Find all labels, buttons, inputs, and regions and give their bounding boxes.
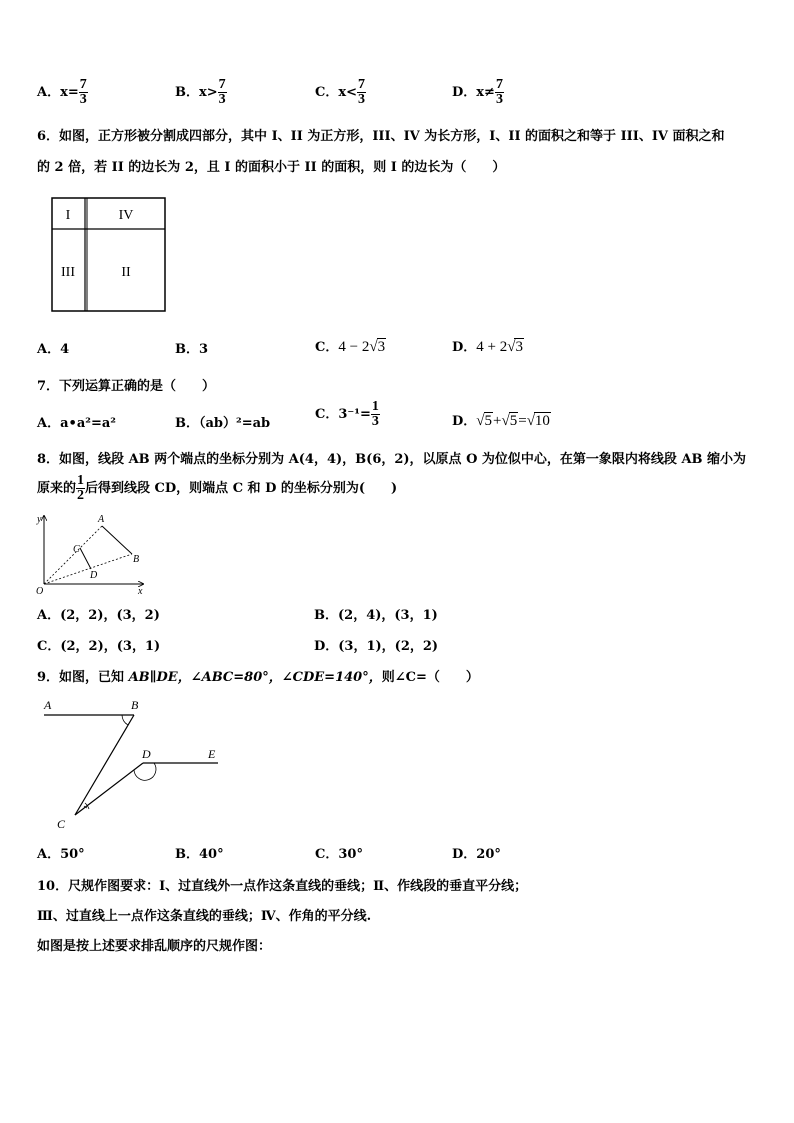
svg-text:y: y: [37, 514, 42, 525]
svg-text:x: x: [138, 586, 143, 595]
q6-square-figure: [50, 196, 168, 314]
label-II: II: [121, 265, 131, 280]
svg-text:D: D: [90, 570, 98, 581]
q10-stem-line3: 如图是按上述要求排乱顺序的尺规作图：: [37, 939, 272, 954]
svg-text:D: D: [142, 747, 151, 761]
q7-option-d: D．√5+√5=√10: [452, 413, 550, 429]
q9-option-a: A．50°: [37, 847, 85, 862]
q6-option-d: D．4 + 2√3: [452, 339, 523, 355]
q6-option-b: B．3: [175, 342, 209, 357]
fraction: $\frac{7}{3}$: [218, 77, 226, 107]
q9-stem: 9．如图，已知 AB∥DE，∠ABC=80°，∠CDE=140°，则∠C=（ ）: [37, 670, 479, 685]
q5-option-d: D．x≠ $\frac{7}{3}$: [452, 77, 503, 107]
fraction: $\frac{7}{3}$: [358, 77, 366, 107]
q7-option-b: B．（ab）²=ab: [175, 416, 271, 431]
svg-text:A: A: [44, 698, 52, 712]
svg-text:C: C: [73, 544, 80, 555]
fraction: $\frac{7}{3}$: [495, 77, 503, 107]
q9-option-c: C．30°: [315, 847, 363, 862]
svg-text:B: B: [133, 554, 140, 565]
fraction: $\frac{1}{2}$: [77, 473, 85, 503]
svg-text:O: O: [36, 586, 44, 595]
q5-option-b: B．x> $\frac{7}{3}$: [175, 77, 226, 107]
q8-stem-line2: 原来的 $\frac{1}{2}$ 后得到线段 CD，则端点 C 和 D 的坐标分别为( ): [37, 473, 398, 503]
q8-option-a: A．(2，2)，(3，2): [37, 608, 160, 623]
fraction: $\frac{7}{3}$: [79, 77, 87, 107]
q9-option-b: B．40°: [175, 847, 224, 862]
q6-stem-line1: 6．如图，正方形被分割成四部分，其中 I、II 为正方形，III、IV 为长方形，I、II 的面积之和等于 III、IV 面积之和: [37, 129, 725, 144]
q8-option-c: C．(2，2)，(3，1): [37, 639, 161, 654]
q7-option-a: A．a•a²=a²: [37, 416, 116, 431]
q9-parallel-lines-figure: [38, 696, 228, 836]
q10-stem-line2: Ⅲ、过直线上一点作这条直线的垂线；Ⅳ、作角的平分线.: [37, 909, 372, 924]
q8-stem-line1: 8．如图，线段 AB 两个端点的坐标分别为 A(4，4)，B(6，2)，以原点 O 为位似中心，在第一象限内将线段 AB 缩小为: [37, 452, 747, 467]
q7-option-c: C．3⁻¹= $\frac{1}{3}$: [315, 399, 379, 429]
label-I: I: [65, 208, 71, 223]
q7-stem: 7．下列运算正确的是（ ）: [37, 379, 216, 394]
q8-option-d: D．(3，1)，(2，2): [314, 639, 439, 654]
label-IV: IV: [118, 208, 134, 223]
q9-option-d: D．20°: [452, 847, 501, 862]
q8-option-b: B．(2，4)，(3，1): [314, 608, 438, 623]
svg-text:B: B: [131, 698, 139, 712]
svg-text:C: C: [57, 817, 66, 831]
svg-text:A: A: [98, 514, 105, 525]
label-III: III: [61, 265, 75, 280]
fraction: $\frac{1}{3}$: [371, 399, 379, 429]
q10-stem-line1: 10．尺规作图要求：Ⅰ、过直线外一点作这条直线的垂线；Ⅱ、作线段的垂直平分线；: [37, 879, 528, 894]
q6-option-c: C．4 − 2√3: [315, 339, 386, 355]
segment-AB: [102, 526, 132, 554]
q6-stem-line2: 的 2 倍，若 II 的边长为 2，且 I 的面积小于 II 的面积，则 I 的边长为（ ）: [37, 160, 506, 175]
q6-option-a: A．4: [37, 342, 70, 357]
line-BC: [75, 715, 134, 815]
q5-option-a: A．x= $\frac{7}{3}$: [37, 77, 87, 107]
segment-CD: [80, 548, 91, 569]
q5-option-c: C．x< $\frac{7}{3}$: [315, 77, 366, 107]
svg-text:E: E: [208, 747, 216, 761]
q8-coordinate-figure: [35, 510, 150, 595]
